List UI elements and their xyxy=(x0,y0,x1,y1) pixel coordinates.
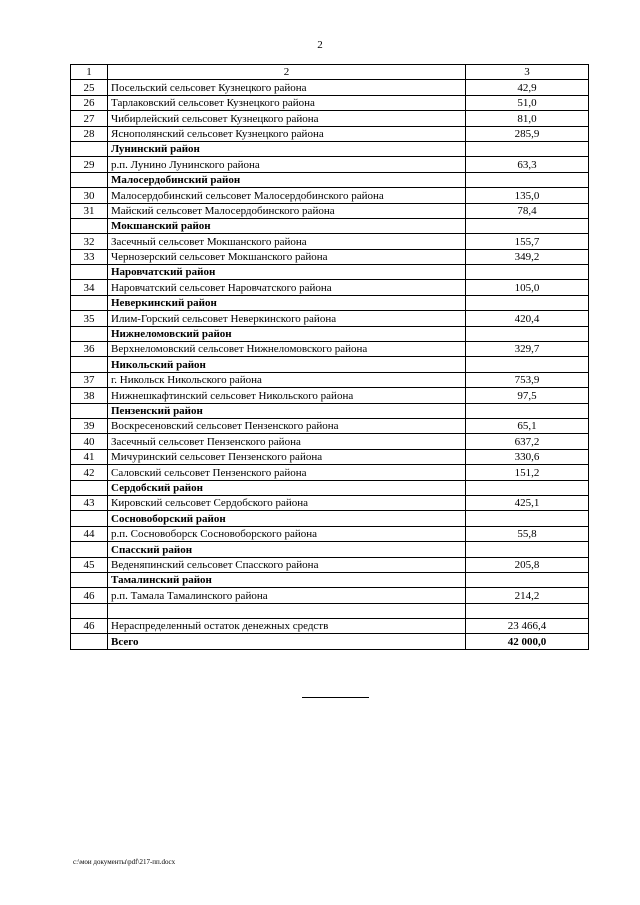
row-name: Тарлаковский сельсовет Кузнецкого района xyxy=(108,95,466,110)
row-name: Засечный сельсовет Мокшанского района xyxy=(108,234,466,249)
row-number: 38 xyxy=(71,388,108,403)
table-row xyxy=(71,280,589,295)
row-number-empty xyxy=(71,357,108,372)
district-name: Спасский район xyxy=(108,542,466,557)
table-row xyxy=(71,619,589,634)
district-name: Никольский район xyxy=(108,357,466,372)
row-amount: 285,9 xyxy=(466,126,589,141)
table-row xyxy=(71,188,589,203)
table-row xyxy=(71,418,589,433)
row-number: 29 xyxy=(71,157,108,172)
row-number-empty xyxy=(71,603,108,618)
district-name: Лунинский район xyxy=(108,141,466,156)
district-name: Тамалинский район xyxy=(108,572,466,587)
row-amount-empty xyxy=(466,480,589,495)
row-name: Малосердобинский сельсовет Малосердобинского района xyxy=(108,188,466,203)
district-header-row xyxy=(71,511,589,526)
table-row xyxy=(71,203,589,218)
district-name: Мокшанский район xyxy=(108,218,466,233)
row-name: Нижнешкафтинский сельсовет Никольского района xyxy=(108,388,466,403)
blank-row xyxy=(71,603,589,618)
district-header-row xyxy=(71,542,589,557)
row-number: 25 xyxy=(71,80,108,95)
row-number-empty xyxy=(71,572,108,587)
row-number: 43 xyxy=(71,495,108,510)
row-amount-empty xyxy=(466,511,589,526)
row-name: Майский сельсовет Малосердобинского района xyxy=(108,203,466,218)
row-name: Воскресеновский сельсовет Пензенского района xyxy=(108,418,466,433)
district-header-row xyxy=(71,295,589,310)
row-amount: 151,2 xyxy=(466,465,589,480)
row-number: 27 xyxy=(71,111,108,126)
table-row xyxy=(71,449,589,464)
row-amount: 65,1 xyxy=(466,418,589,433)
row-number: 33 xyxy=(71,249,108,264)
row-number-empty xyxy=(71,542,108,557)
row-number-empty xyxy=(71,141,108,156)
row-name: Верхнеломовский сельсовет Нижнеломовского района xyxy=(108,342,466,357)
row-amount: 135,0 xyxy=(466,188,589,203)
row-name: Чибирлейский сельсовет Кузнецкого района xyxy=(108,111,466,126)
row-name: г. Никольск Никольского района xyxy=(108,372,466,387)
total-amount: 42 000,0 xyxy=(466,634,589,649)
row-number: 41 xyxy=(71,449,108,464)
district-name: Сосновоборский район xyxy=(108,511,466,526)
row-number-empty xyxy=(71,326,108,341)
row-amount-empty xyxy=(466,295,589,310)
row-number: 46 xyxy=(71,619,108,634)
row-number: 46 xyxy=(71,588,108,603)
district-header-row xyxy=(71,326,589,341)
total-label: Всего xyxy=(108,634,466,649)
row-number: 39 xyxy=(71,418,108,433)
row-number: 36 xyxy=(71,342,108,357)
table-row xyxy=(71,526,589,541)
table-row xyxy=(71,111,589,126)
header-number: 1 xyxy=(71,65,108,80)
row-name: Наровчатский сельсовет Наровчатского района xyxy=(108,280,466,295)
row-amount: 329,7 xyxy=(466,342,589,357)
district-header-row xyxy=(71,172,589,187)
district-header-row xyxy=(71,265,589,280)
table-row xyxy=(71,95,589,110)
district-name: Нижнеломовский район xyxy=(108,326,466,341)
row-amount: 42,9 xyxy=(466,80,589,95)
district-name: Пензенский район xyxy=(108,403,466,418)
district-header-row xyxy=(71,480,589,495)
row-amount-empty xyxy=(466,357,589,372)
district-name: Сердобский район xyxy=(108,480,466,495)
row-amount: 81,0 xyxy=(466,111,589,126)
row-name: Засечный сельсовет Пензенского района xyxy=(108,434,466,449)
row-name: Мичуринский сельсовет Пензенского района xyxy=(108,449,466,464)
table-row xyxy=(71,342,589,357)
row-amount-empty xyxy=(466,403,589,418)
row-amount: 155,7 xyxy=(466,234,589,249)
row-amount: 753,9 xyxy=(466,372,589,387)
total-row xyxy=(71,634,589,649)
row-number: 30 xyxy=(71,188,108,203)
row-number: 45 xyxy=(71,557,108,572)
row-amount: 349,2 xyxy=(466,249,589,264)
row-amount-empty xyxy=(466,265,589,280)
row-number: 40 xyxy=(71,434,108,449)
row-name: Чернозерский сельсовет Мокшанского района xyxy=(108,249,466,264)
row-amount-empty xyxy=(466,326,589,341)
row-amount: 214,2 xyxy=(466,588,589,603)
row-number-empty xyxy=(71,403,108,418)
row-amount: 105,0 xyxy=(466,280,589,295)
row-number: 34 xyxy=(71,280,108,295)
footer-file-path: c:\мои документы\pdf\217-пп.docx xyxy=(73,858,176,866)
row-name-empty xyxy=(108,603,466,618)
row-amount: 55,8 xyxy=(466,526,589,541)
allocation-table xyxy=(70,64,589,650)
row-number-empty xyxy=(71,218,108,233)
row-number: 31 xyxy=(71,203,108,218)
row-amount-empty xyxy=(466,603,589,618)
row-number: 44 xyxy=(71,526,108,541)
row-amount-empty xyxy=(466,141,589,156)
table-row xyxy=(71,388,589,403)
row-amount: 78,4 xyxy=(466,203,589,218)
row-number: 35 xyxy=(71,311,108,326)
row-amount: 637,2 xyxy=(466,434,589,449)
table-row xyxy=(71,465,589,480)
row-name: Кировский сельсовет Сердобского района xyxy=(108,495,466,510)
row-number: 42 xyxy=(71,465,108,480)
row-amount-empty xyxy=(466,218,589,233)
row-number-empty xyxy=(71,634,108,649)
row-name: Веденяпинский сельсовет Спасского района xyxy=(108,557,466,572)
row-number: 28 xyxy=(71,126,108,141)
row-amount-empty xyxy=(466,542,589,557)
row-amount: 425,1 xyxy=(466,495,589,510)
row-number: 32 xyxy=(71,234,108,249)
row-number: 37 xyxy=(71,372,108,387)
row-number-empty xyxy=(71,295,108,310)
row-amount: 420,4 xyxy=(466,311,589,326)
row-name: Саловский сельсовет Пензенского района xyxy=(108,465,466,480)
district-name: Наровчатский район xyxy=(108,265,466,280)
row-number-empty xyxy=(71,172,108,187)
table-row xyxy=(71,372,589,387)
row-name: Нераспределенный остаток денежных средств xyxy=(108,619,466,634)
row-name: р.п. Тамала Тамалинского района xyxy=(108,588,466,603)
row-number-empty xyxy=(71,511,108,526)
table-row xyxy=(71,126,589,141)
header-name: 2 xyxy=(108,65,466,80)
row-name: Яснополянский сельсовет Кузнецкого района xyxy=(108,126,466,141)
row-amount: 97,5 xyxy=(466,388,589,403)
row-amount: 51,0 xyxy=(466,95,589,110)
row-amount-empty xyxy=(466,572,589,587)
row-amount: 23 466,4 xyxy=(466,619,589,634)
row-name: Илим-Горский сельсовет Неверкинского района xyxy=(108,311,466,326)
table-row xyxy=(71,495,589,510)
row-amount-empty xyxy=(466,172,589,187)
table-row xyxy=(71,311,589,326)
district-header-row xyxy=(71,218,589,233)
row-amount: 63,3 xyxy=(466,157,589,172)
header-amount: 3 xyxy=(466,65,589,80)
row-name: Посельский сельсовет Кузнецкого района xyxy=(108,80,466,95)
row-number-empty xyxy=(71,480,108,495)
district-header-row xyxy=(71,141,589,156)
district-header-row xyxy=(71,357,589,372)
table-header-row xyxy=(71,65,589,80)
row-name: р.п. Лунино Лунинского района xyxy=(108,157,466,172)
table-row xyxy=(71,557,589,572)
row-name: р.п. Сосновоборск Сосновоборского района xyxy=(108,526,466,541)
table-row xyxy=(71,588,589,603)
district-header-row xyxy=(71,572,589,587)
table-row xyxy=(71,80,589,95)
district-header-row xyxy=(71,403,589,418)
table-row xyxy=(71,157,589,172)
district-name: Неверкинский район xyxy=(108,295,466,310)
row-number-empty xyxy=(71,265,108,280)
page-number: 2 xyxy=(317,39,323,51)
table-row xyxy=(71,234,589,249)
table-row xyxy=(71,434,589,449)
row-amount: 205,8 xyxy=(466,557,589,572)
table-row xyxy=(71,249,589,264)
table-body xyxy=(71,65,589,650)
row-number: 26 xyxy=(71,95,108,110)
district-name: Малосердобинский район xyxy=(108,172,466,187)
signature-underline xyxy=(302,697,369,698)
row-amount: 330,6 xyxy=(466,449,589,464)
